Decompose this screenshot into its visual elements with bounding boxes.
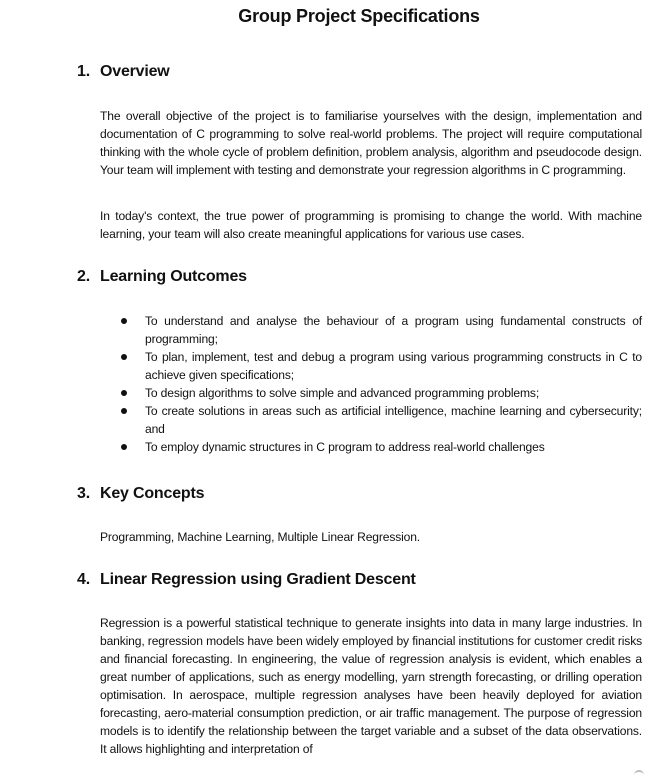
section-title: Overview (100, 63, 170, 80)
section-number: 1. (77, 63, 90, 80)
bullet-icon (121, 390, 127, 396)
overview-paragraph-1: The overall objective of the project is to familiarise yourselves with the design, implementation and documentation of C programming to solve real-world problems. The project will require computational thinking with the whole cycle of problem definition, problem analysis, algorithm and pseudocode design. Your team will implement with testing and demonstrate your regression algorithms in C programming. (100, 109, 642, 177)
page-edge-mark (634, 770, 644, 775)
overview-paragraph-2: In today's context, the true power of programming is promising to change the world. With machine learning, your team will also create meaningful applications for various use cases. (100, 209, 642, 241)
section-heading-linear-regression (77, 571, 416, 589)
section-title: Key Concepts (100, 485, 205, 502)
list-item (100, 312, 642, 348)
list-item-text: To plan, implement, test and debug a program using various programming constructs in C to achieve given specifications; (145, 350, 642, 382)
learning-outcomes-list (100, 312, 642, 456)
list-item-text: To create solutions in areas such as artificial intelligence, machine learning and cybersecurity; and (145, 404, 642, 436)
bullet-icon (121, 408, 127, 414)
section-number: 2. (77, 268, 90, 285)
list-item-text: To design algorithms to solve simple and advanced programming problems; (145, 386, 540, 400)
section-heading-overview (77, 63, 170, 81)
section-heading-learning-outcomes (77, 268, 247, 286)
section-number: 3. (77, 485, 90, 502)
section-heading-key-concepts (77, 485, 204, 503)
list-item (100, 438, 642, 456)
section-number: 4. (77, 571, 90, 588)
key-concepts-paragraph: Programming, Machine Learning, Multiple Linear Regression. (100, 530, 421, 544)
list-item-text: To understand and analyse the behaviour of a program using fundamental constructs of programming; (145, 314, 642, 346)
bullet-icon (121, 318, 127, 324)
page-title: Group Project Specifications (238, 6, 480, 26)
section-title: Learning Outcomes (100, 268, 247, 285)
section-title: Linear Regression using Gradient Descent (100, 571, 416, 588)
bullet-icon (121, 354, 127, 360)
bullet-icon (121, 444, 127, 450)
list-item-text: To employ dynamic structures in C program to address real-world challenges (145, 440, 545, 454)
list-item (100, 402, 642, 438)
list-item (100, 384, 642, 402)
linear-regression-paragraph: Regression is a powerful statistical technique to generate insights into data in many large industries. In banking, regression models have been widely employed by financial institutions for customer credit risks and financial forecasting. In engineering, the value of regression analysis is evident, which enables a great number of applications, such as energy modelling, yarn strength forecasting, or drilling operation optimisation. In aerospace, multiple regression analyses have been heavily deployed for aviation forecasting, aero-material consumption prediction, or air traffic management. The purpose of regression models is to identify the relationship between the target variable and a subset of the data observations. It allows highlighting and interpretation of (100, 616, 642, 756)
list-item (100, 348, 642, 384)
